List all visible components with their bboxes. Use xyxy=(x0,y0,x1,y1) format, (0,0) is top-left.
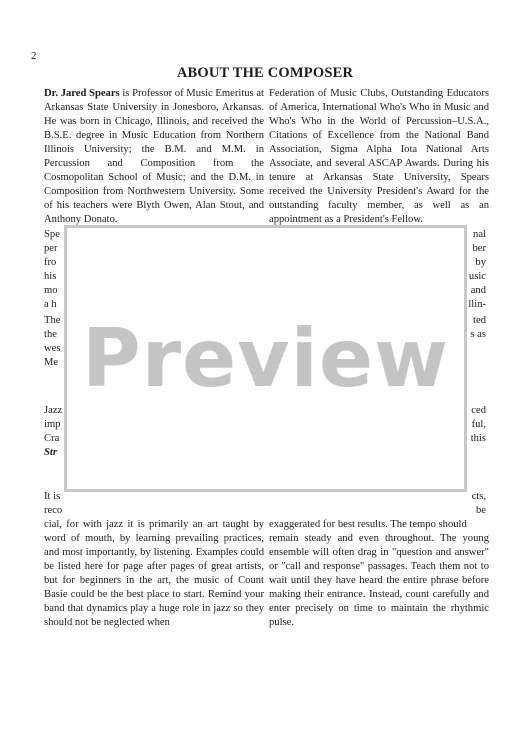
body-right-column xyxy=(269,518,489,630)
text-fragment: reco xyxy=(44,505,63,516)
text-fragment: llin- xyxy=(468,299,486,310)
composer-name: Dr. Jared Spears xyxy=(44,88,120,99)
text-fragment: his xyxy=(44,271,57,282)
preview-overlay xyxy=(64,225,467,492)
text-fragment: The xyxy=(44,315,61,326)
text-fragment: per xyxy=(44,243,58,254)
body-left-paragraph: cial, for with jazz it is primarily an art taught by word of mouth, by learning prevailing practices, and most importantly, by listening. Examples could be listed here for page after pages of great artists, but for beginners in the art, the music of Count Basie could be the best place to start. Remind your band that dynamics play a huge role in jazz so they should not be neglected when xyxy=(44,519,264,628)
text-fragment: ful, xyxy=(471,419,486,430)
text-fragment: and xyxy=(470,285,486,296)
text-fragment: imp xyxy=(44,419,61,430)
text-fragment: wes xyxy=(44,343,61,354)
text-fragment: ber xyxy=(472,243,486,254)
body-left-column xyxy=(44,518,264,630)
text-fragment: s as xyxy=(470,329,486,340)
bio-left-text: is Professor of Music Emeritus at Arkansas State University in Jonesboro, Arkansas. He was born in Chicago, Illinois, and received the B.S.E. degree in Music Education from Northern Illinois University; the B.M. and M.M. in Percussion and Composition from the Cosmopolitan School of Music; and the D.M. in Composition from Northwestern University. Some of his teachers were Blyth Owen, Alan Stout, and Anthony Donato. xyxy=(44,88,264,225)
body-right-paragraph: remain steady and even throughout. The young ensemble will often drag in "question and answer" or "call and response" passages. Teach them not to wait until they have heard the entire phrase before making their entrance. Instead, count carefully and enter precisely on time to maintain the rhythmic pulse. xyxy=(269,533,489,628)
text-fragment: Str xyxy=(44,447,57,458)
text-fragment: Me xyxy=(44,357,59,368)
bio-right-column xyxy=(269,87,489,227)
text-fragment: Spe xyxy=(44,229,60,240)
text-fragment: by xyxy=(475,257,486,268)
text-fragment: usic xyxy=(468,271,486,282)
text-fragment: mo xyxy=(44,285,58,296)
body-right-first-line: exaggerated for best results. The tempo should xyxy=(269,519,467,530)
text-fragment: this xyxy=(470,433,486,444)
preview-watermark: Preview xyxy=(81,312,450,405)
text-fragment: be xyxy=(476,505,486,516)
bio-left-column xyxy=(44,87,264,227)
text-fragment: It is xyxy=(44,491,61,502)
text-fragment: ced xyxy=(471,405,486,416)
text-fragment: ted xyxy=(473,315,486,326)
text-fragment: cts, xyxy=(471,491,486,502)
bio-right-paragraph: Federation of Music Clubs, Outstanding Educators of America, International Who's Who in Music and Who's Who in the World of Percussion–U.S.A., Citations of Excellence from the National Band Association, Sigma Alpha Iota National Arts Associate, and several ASCAP Awards. During his tenure at Arkansas State University, Spears received the University President's Award for the outstanding faculty member, as well as an appointment as a President's Fellow. xyxy=(269,88,489,225)
text-fragment: the xyxy=(44,329,57,340)
text-fragment: nal xyxy=(473,229,486,240)
text-fragment: Cra xyxy=(44,433,60,444)
text-fragment: Jazz xyxy=(44,405,63,416)
page-number: 2 xyxy=(31,50,37,62)
page-title: ABOUT THE COMPOSER xyxy=(176,65,354,81)
text-fragment: a h xyxy=(44,299,57,310)
text-fragment: fro xyxy=(44,257,57,268)
bio-left-paragraph xyxy=(44,87,264,227)
